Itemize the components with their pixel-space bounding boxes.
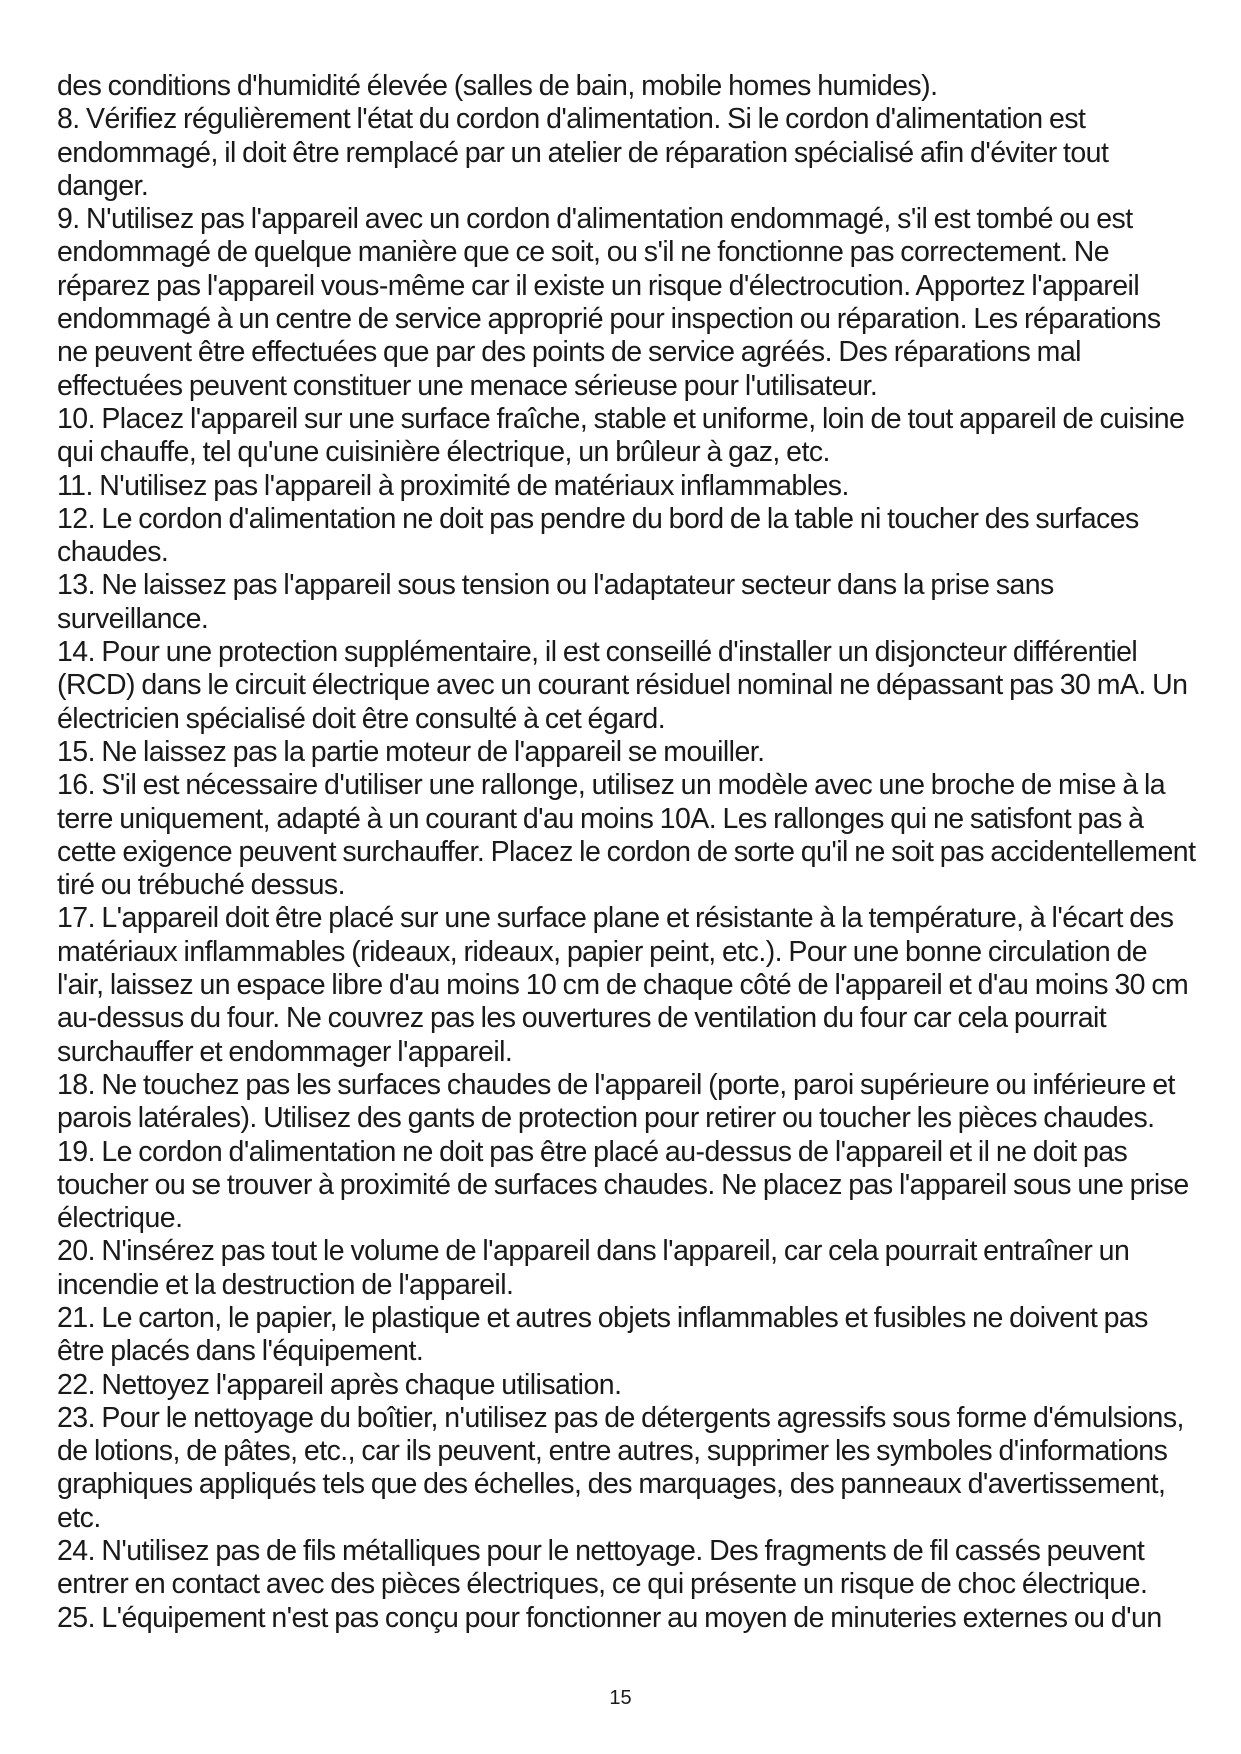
safety-item-9: 9. N'utilisez pas l'appareil avec un cordon d'alimentation endommagé, s'il est tombé ou est endommagé de quelque manière que ce soit, ou s'il ne fonctionne pas correctement. Ne réparez pas l'appareil vous-même car il existe un risque d'électrocution. Apportez l'appareil endommagé à un centre de service approprié pour inspection ou réparation. Les réparations ne peuvent être effectuées que par des points de service agréés. Des réparations mal effectuées peuvent constituer une menace sérieuse pour l'utilisateur.: [57, 203, 1161, 402]
safety-item-15: 15. Ne laissez pas la partie moteur de l'appareil se mouiller.: [57, 735, 765, 768]
paragraph-continuation: des conditions d'humidité élevée (salles de bain, mobile homes humides).: [57, 70, 938, 102]
safety-item-13: 13. Ne laissez pas l'appareil sous tension ou l'adaptateur secteur dans la prise sans surveillance.: [57, 569, 1054, 635]
safety-item-14: 14. Pour une protection supplémentaire, il est conseillé d'installer un disjoncteur différentiel (RCD) dans le circuit électrique avec un courant résiduel nominal ne dépassant pas 30 mA. Un électricien spécialisé doit être consulté à cet égard.: [57, 636, 1188, 735]
safety-item-22: 22. Nettoyez l'appareil après chaque utilisation.: [57, 1368, 622, 1401]
safety-item-24: 24. N'utilisez pas de fils métalliques pour le nettoyage. Des fragments de fil cassés peuvent entrer en contact avec des pièces électriques, ce qui présente un risque de choc électrique.: [57, 1535, 1148, 1601]
safety-item-8: 8. Vérifiez régulièrement l'état du cordon d'alimentation. Si le cordon d'alimentation est endommagé, il doit être remplacé par un atelier de réparation spécialisé afin d'éviter tout danger.: [57, 103, 1109, 202]
document-body: [57, 70, 1197, 1635]
safety-item-19: 19. Le cordon d'alimentation ne doit pas être placé au-dessus de l'appareil et il ne doit pas toucher ou se trouver à proximité de surfaces chaudes. Ne placez pas l'appareil sous une prise électrique.: [57, 1135, 1189, 1235]
page-number: 15: [609, 1687, 632, 1709]
safety-item-20: 20. N'insérez pas tout le volume de l'appareil dans l'appareil, car cela pourrait entraîner un incendie et la destruction de l'appareil.: [57, 1235, 1130, 1301]
safety-item-17: 17. L'appareil doit être placé sur une surface plane et résistante à la température, à l'écart des matériaux inflammables (rideaux, rideaux, papier peint, etc.). Pour une bonne circulation de l'air, laissez un espace libre d'au moins 10 cm de chaque côté de l'appareil et d'au moins 30 cm au-dessus du four. Ne couvrez pas les ouvertures de ventilation du four car cela pourrait surchauffer et endommager l'appareil.: [57, 902, 1189, 1068]
safety-item-21: 21. Le carton, le papier, le plastique et autres objets inflammables et fusibles ne doivent pas être placés dans l'équipement.: [57, 1301, 1148, 1368]
safety-item-12: 12. Le cordon d'alimentation ne doit pas pendre du bord de la table ni toucher des surfaces chaudes.: [57, 502, 1139, 569]
safety-item-25: 25. L'équipement n'est pas conçu pour fonctionner au moyen de minuteries externes ou d'un: [57, 1601, 1162, 1634]
safety-item-11: 11. N'utilisez pas l'appareil à proximité de matériaux inflammables.: [57, 469, 849, 502]
safety-item-16: 16. S'il est nécessaire d'utiliser une rallonge, utilisez un modèle avec une broche de mise à la terre uniquement, adapté à un courant d'au moins 10A. Les rallonges qui ne satisfont pas à cette exigence peuvent surchauffer. Placez le cordon de sorte qu'il ne soit pas accidentellement tiré ou trébuché dessus.: [57, 769, 1196, 902]
safety-item-10: 10. Placez l'appareil sur une surface fraîche, stable et uniforme, loin de tout appareil de cuisine qui chauffe, tel qu'une cuisinière électrique, un brûleur à gaz, etc.: [57, 402, 1185, 469]
safety-item-23: 23. Pour le nettoyage du boîtier, n'utilisez pas de détergents agressifs sous forme d'émulsions, de lotions, de pâtes, etc., car ils peuvent, entre autres, supprimer les symboles d'informations graphiques appliqués tels que des échelles, des marquages, des panneaux d'avertissement, etc.: [57, 1401, 1184, 1534]
safety-item-18: 18. Ne touchez pas les surfaces chaudes de l'appareil (porte, paroi supérieure ou inférieure et parois latérales). Utilisez des gants de protection pour retirer ou toucher les pièces chaudes.: [57, 1068, 1175, 1135]
